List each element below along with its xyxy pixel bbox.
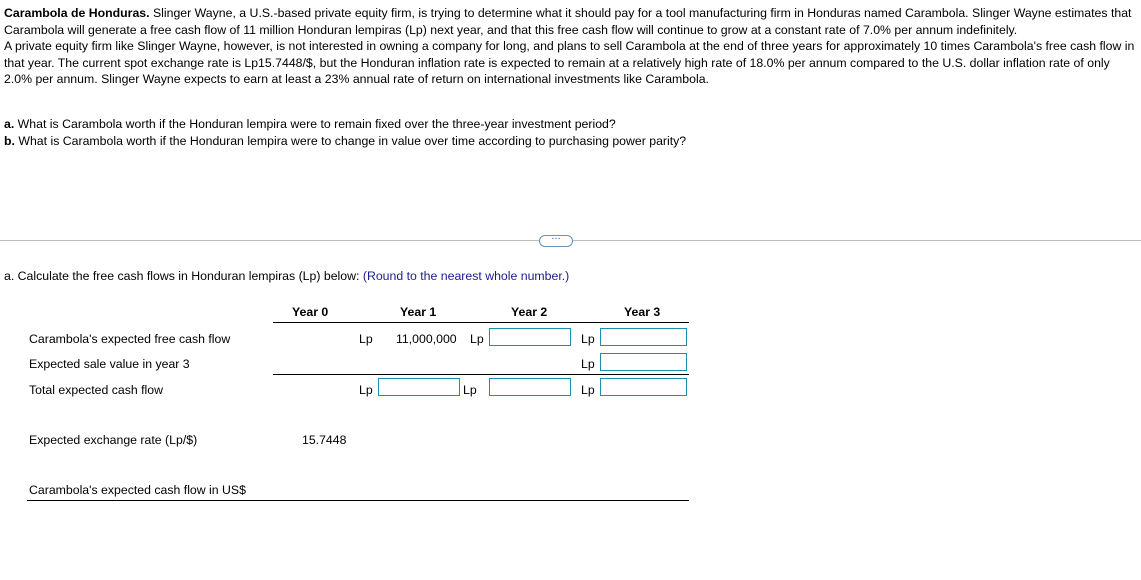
question-a-text: What is Carambola worth if the Honduran lempira were to remain fixed over the three-year investment period?: [14, 117, 616, 131]
problem-title: Carambola de Honduras.: [4, 6, 150, 20]
currency-label: Lp: [581, 357, 595, 371]
fcf-year2-input[interactable]: [489, 328, 571, 346]
sale-year3-input[interactable]: [600, 353, 687, 371]
currency-label: Lp: [463, 383, 477, 397]
question-b: [4, 133, 1136, 150]
row-label-exchange-rate: Expected exchange rate (Lp/$): [29, 433, 198, 447]
currency-label: Lp: [581, 332, 595, 346]
part-a-instruction: [4, 269, 569, 283]
total-year1-input[interactable]: [378, 378, 460, 396]
problem-text-1: Slinger Wayne, a U.S.-based private equity firm, is trying to determine what it should pay for a tool manufacturing firm in Honduras named Carambola. Slinger Wayne estimates that Carambola will generate a free cash flow of 11 million Honduran lempiras (Lp) next year, and that this free cash flow will continue to grow at a constant rate of 7.0% per annum indefinitely.: [4, 6, 1132, 37]
question-a-label: a.: [4, 117, 15, 131]
row-label-sale-value: Expected sale value in year 3: [29, 357, 190, 371]
total-year2-input[interactable]: [489, 378, 571, 396]
currency-label: Lp: [581, 383, 595, 397]
currency-label: Lp: [359, 332, 373, 346]
expand-more-button[interactable]: ···: [539, 235, 573, 247]
rounding-hint: (Round to the nearest whole number.): [362, 269, 570, 283]
header-rule: [273, 322, 689, 323]
table-bottom-rule: [27, 500, 689, 501]
currency-label: Lp: [359, 383, 373, 397]
row-label-usd-cash-flow: Carambola's expected cash flow in US$: [29, 483, 246, 497]
header-year-2: Year 2: [511, 305, 548, 319]
fcf-year1-value: 11,000,000: [396, 332, 457, 346]
questions: [4, 116, 1136, 149]
header-year-3: Year 3: [624, 305, 661, 319]
subtotal-rule: [273, 374, 689, 375]
instruction-text: a. Calculate the free cash flows in Honduran lempiras (Lp) below:: [4, 269, 363, 283]
total-year3-input[interactable]: [600, 378, 687, 396]
row-label-free-cash-flow: Carambola's expected free cash flow: [29, 332, 231, 346]
header-year-1: Year 1: [400, 305, 437, 319]
problem-statement: [4, 5, 1136, 88]
question-b-text: What is Carambola worth if the Honduran lempira were to change in value over time according to purchasing power parity?: [14, 133, 687, 148]
row-label-total-cash-flow: Total expected cash flow: [29, 383, 163, 397]
header-year-0: Year 0: [292, 305, 329, 319]
fcf-year3-input[interactable]: [600, 328, 687, 346]
fx-year0-value: 15.7448: [302, 433, 347, 447]
problem-paragraph-1: [4, 5, 1136, 38]
question-a: [4, 116, 1136, 133]
currency-label: Lp: [470, 332, 484, 346]
problem-paragraph-2: A private equity firm like Slinger Wayne, however, is not interested in owning a company for long, and plans to sell Carambola at the end of three years for approximately 10 times Carambola's free cash flow in that year. The current spot exchange rate is Lp15.7448/$, but the Honduran inflation rate is expected to remain at a relatively high rate of 18.0% per annum compared to the U.S. dollar inflation rate of only 2.0% per annum. Slinger Wayne expects to earn at least a 23% annual rate of return on international investments like Carambola.: [4, 39, 1135, 86]
question-b-label: b.: [4, 133, 15, 148]
